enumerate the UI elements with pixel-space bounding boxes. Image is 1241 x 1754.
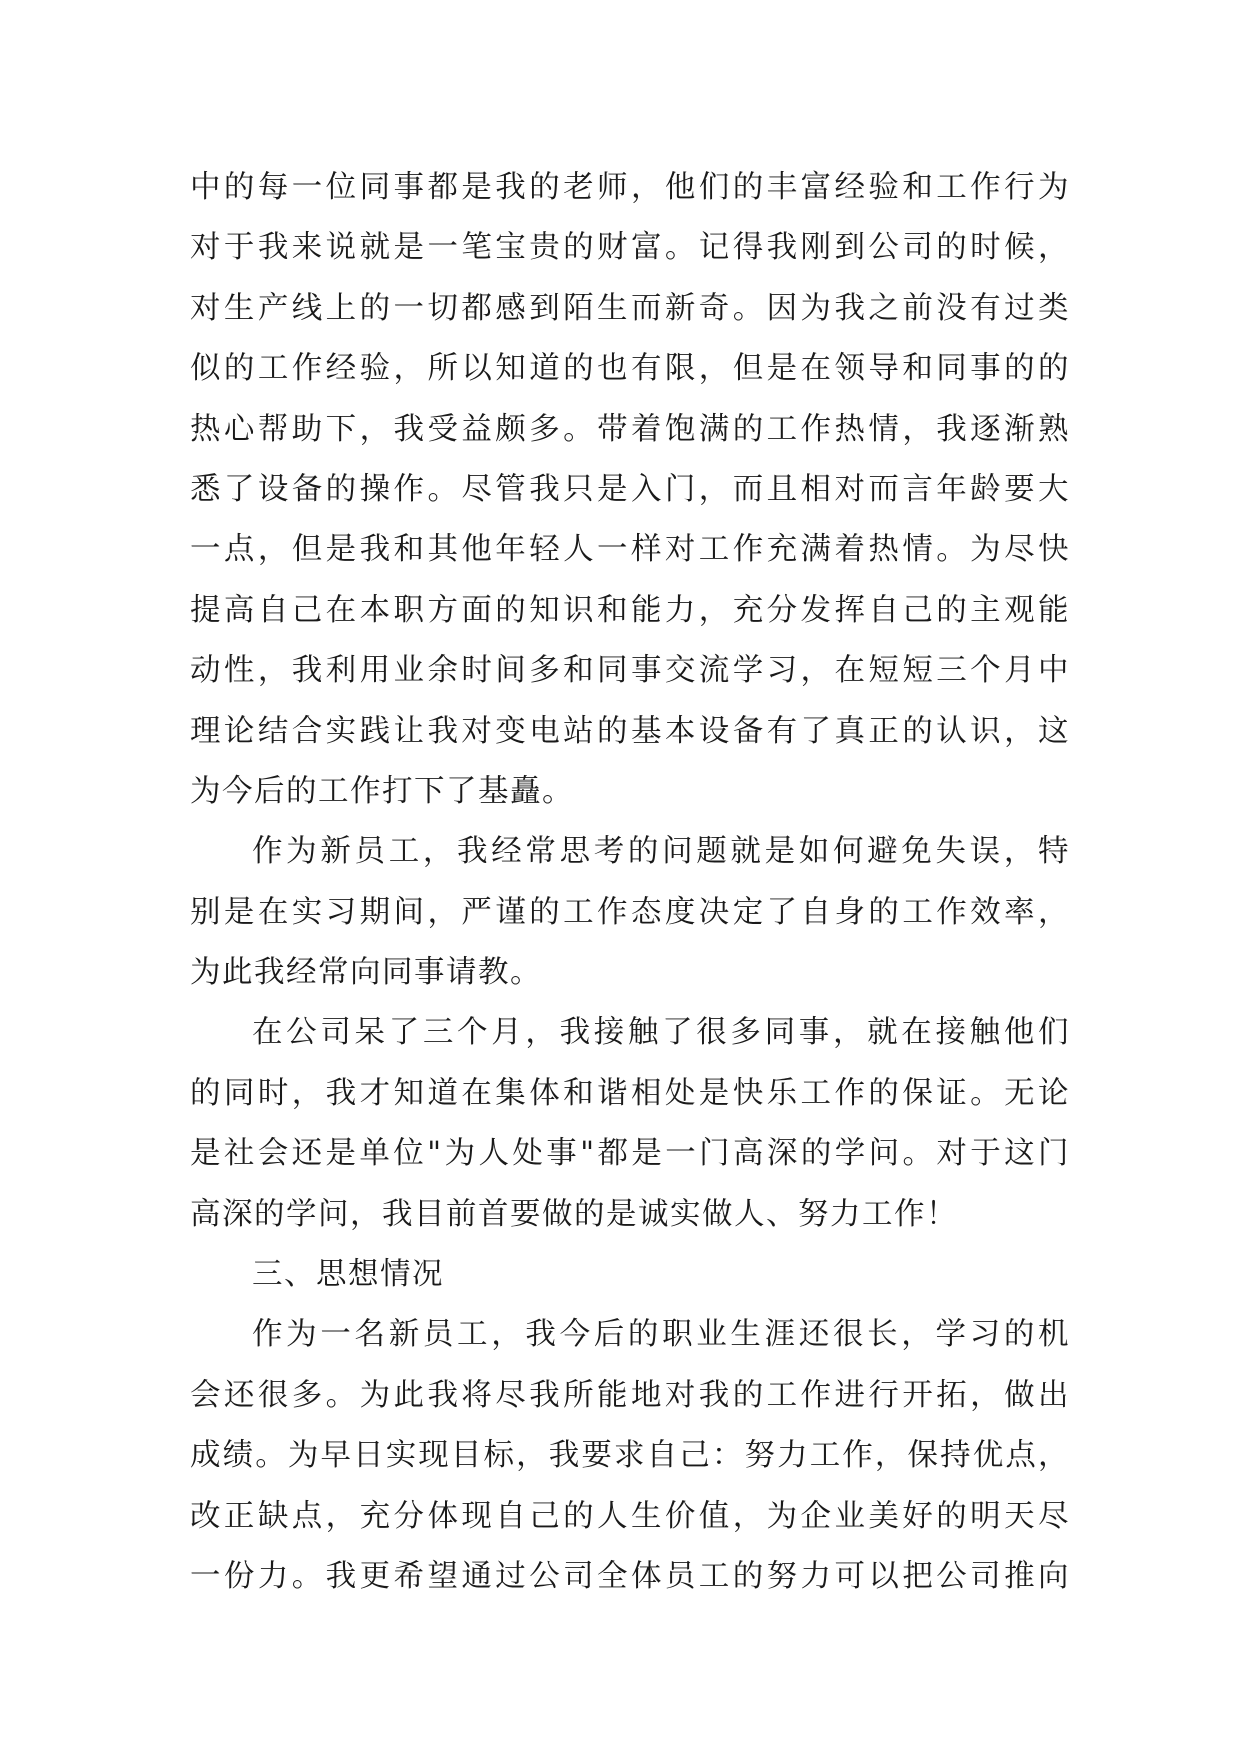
body-text	[190, 158, 1070, 1607]
text-line: 在公司呆了三个月，我接触了很多同事，就在接触他们	[252, 1015, 1070, 1051]
text-line: 似的工作经验，所以知道的也有限，但是在领导和同事的的	[190, 351, 1070, 387]
text-line: 成绩。为早日实现目标，我要求自己：努力工作，保持优点，	[190, 1438, 1070, 1474]
text-line: 别是在实习期间，严谨的工作态度决定了自身的工作效率，	[190, 894, 1070, 930]
text-line: 改正缺点，充分体现自己的人生价值，为企业美好的明天尽	[190, 1498, 1070, 1534]
paragraph-colleagues	[190, 1003, 1070, 1245]
text-line: 作为新员工，我经常思考的问题就是如何避免失误，特	[252, 834, 1070, 870]
text-line: 动性，我利用业余时间多和同事交流学习，在短短三个月中	[190, 653, 1070, 689]
text-line: 高深的学问，我目前首要做的是诚实做人、努力工作！	[190, 1196, 958, 1232]
text-line: 中的每一位同事都是我的老师，他们的丰富经验和工作行为	[190, 170, 1070, 205]
section-heading-thoughts: 三、思想情况	[252, 1257, 444, 1293]
text-line: 会还很多。为此我将尽我所能地对我的工作进行开拓，做出	[190, 1377, 1070, 1413]
section-heading	[190, 1245, 1070, 1305]
paragraph-avoid-mistakes	[190, 822, 1070, 1003]
paragraph-career	[190, 1305, 1070, 1607]
text-line: 作为一名新员工，我今后的职业生涯还很长，学习的机	[252, 1317, 1070, 1353]
text-line: 对于我来说就是一笔宝贵的财富。记得我刚到公司的时候，	[190, 230, 1070, 266]
text-line: 的同时，我才知道在集体和谐相处是快乐工作的保证。无论	[190, 1075, 1070, 1111]
text-line: 提高自己在本职方面的知识和能力，充分发挥自己的主观能	[190, 592, 1070, 628]
text-line: 为今后的工作打下了基矗。	[190, 773, 574, 809]
text-line: 热心帮助下，我受益颇多。带着饱满的工作热情，我逐渐熟	[190, 411, 1070, 447]
paragraph-experience	[190, 158, 1070, 822]
text-line: 理论结合实践让我对变电站的基本设备有了真正的认识，这	[190, 713, 1070, 749]
text-line: 一份力。我更希望通过公司全体员工的努力可以把公司推向	[190, 1558, 1070, 1594]
text-line: 是社会还是单位"为人处事"都是一门高深的学问。对于这门	[190, 1136, 1070, 1172]
text-line: 悉了设备的操作。尽管我只是入门，而且相对而言年龄要大	[190, 471, 1070, 507]
text-line: 一点，但是我和其他年轻人一样对工作充满着热情。为尽快	[190, 532, 1070, 568]
text-line: 为此我经常向同事请教。	[190, 955, 542, 991]
text-line: 对生产线上的一切都感到陌生而新奇。因为我之前没有过类	[190, 290, 1070, 326]
